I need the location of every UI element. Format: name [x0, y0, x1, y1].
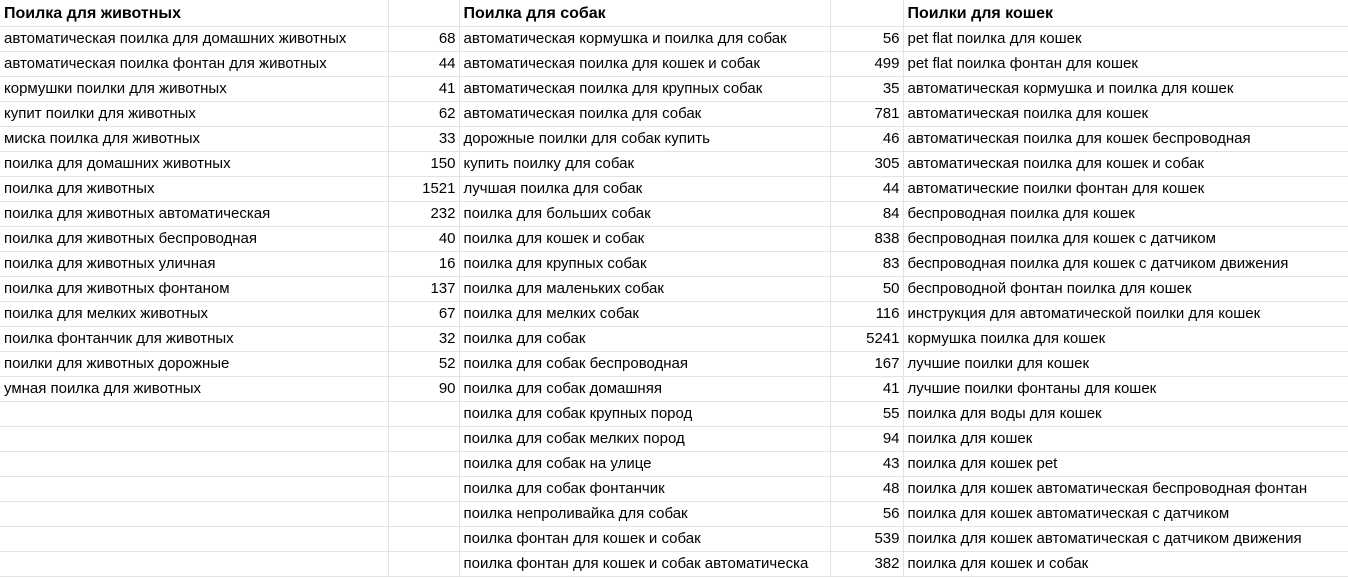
table-row: [0, 451, 1348, 476]
cats-phrase-cell[interactable]: автоматические поилки фонтан для кошек: [903, 176, 1348, 201]
dogs-phrase-cell[interactable]: поилка для собак крупных пород: [459, 401, 830, 426]
dogs-phrase-cell[interactable]: поилка для мелких собак: [459, 301, 830, 326]
dogs-count-cell[interactable]: 5241: [830, 326, 903, 351]
table-row: [0, 76, 1348, 101]
animals-count-cell[interactable]: [388, 476, 459, 501]
header-cell-dogs[interactable]: Поилка для собак: [459, 0, 830, 26]
table-row: [0, 401, 1348, 426]
animals-count-cell[interactable]: 150: [388, 151, 459, 176]
dogs-phrase-cell[interactable]: автоматическая поилка для крупных собак: [459, 76, 830, 101]
dogs-count-cell[interactable]: 83: [830, 251, 903, 276]
table-row: [0, 276, 1348, 301]
dogs-count-cell[interactable]: 838: [830, 226, 903, 251]
table-row: [0, 501, 1348, 526]
cats-phrase-cell[interactable]: автоматическая поилка для кошек и собак: [903, 151, 1348, 176]
animals-count-cell[interactable]: [388, 426, 459, 451]
dogs-count-cell[interactable]: 55: [830, 401, 903, 426]
animals-count-cell[interactable]: 32: [388, 326, 459, 351]
cats-phrase-cell[interactable]: pet flat поилка фонтан для кошек: [903, 51, 1348, 76]
dogs-count-cell[interactable]: 46: [830, 126, 903, 151]
dogs-count-cell[interactable]: 44: [830, 176, 903, 201]
dogs-phrase-cell[interactable]: поилка для маленьких собак: [459, 276, 830, 301]
table-row: [0, 301, 1348, 326]
dogs-phrase-cell[interactable]: лучшая поилка для собак: [459, 176, 830, 201]
dogs-phrase-cell[interactable]: поилка для собак фонтанчик: [459, 476, 830, 501]
animals-count-cell[interactable]: 90: [388, 376, 459, 401]
animals-phrase-cell[interactable]: поилка для домашних животных: [0, 151, 388, 176]
dogs-count-cell[interactable]: 35: [830, 76, 903, 101]
animals-phrase-cell[interactable]: поилки для животных дорожные: [0, 351, 388, 376]
table-row: [0, 351, 1348, 376]
cats-phrase-cell[interactable]: поилка для кошек: [903, 426, 1348, 451]
dogs-phrase-cell[interactable]: поилка для собак беспроводная: [459, 351, 830, 376]
cats-phrase-cell[interactable]: инструкция для автоматической поилки для кошек: [903, 301, 1348, 326]
animals-phrase-cell[interactable]: [0, 426, 388, 451]
dogs-count-cell[interactable]: 499: [830, 51, 903, 76]
animals-phrase-cell[interactable]: миска поилка для животных: [0, 126, 388, 151]
dogs-count-cell[interactable]: 41: [830, 376, 903, 401]
cats-phrase-cell[interactable]: поилка для кошек автоматическая беспроводная фонтан: [903, 476, 1348, 501]
cats-phrase-cell[interactable]: автоматическая кормушка и поилка для кошек: [903, 76, 1348, 101]
animals-count-cell[interactable]: 68: [388, 26, 459, 51]
table-row: [0, 326, 1348, 351]
animals-phrase-cell[interactable]: поилка для мелких животных: [0, 301, 388, 326]
dogs-phrase-cell[interactable]: поилка для больших собак: [459, 201, 830, 226]
animals-count-cell[interactable]: 62: [388, 101, 459, 126]
animals-phrase-cell[interactable]: автоматическая поилка фонтан для животных: [0, 51, 388, 76]
dogs-count-cell[interactable]: 305: [830, 151, 903, 176]
dogs-count-cell[interactable]: 116: [830, 301, 903, 326]
table-row: [0, 376, 1348, 401]
cats-phrase-cell[interactable]: поилка для кошек и собак: [903, 551, 1348, 576]
animals-count-cell[interactable]: 52: [388, 351, 459, 376]
cats-phrase-cell[interactable]: поилка для кошек автоматическая с датчиком движения: [903, 526, 1348, 551]
animals-phrase-cell[interactable]: поилка для животных автоматическая: [0, 201, 388, 226]
animals-count-cell[interactable]: 232: [388, 201, 459, 226]
dogs-phrase-cell[interactable]: поилка для собак: [459, 326, 830, 351]
dogs-phrase-cell[interactable]: поилка для крупных собак: [459, 251, 830, 276]
dogs-count-cell[interactable]: 43: [830, 451, 903, 476]
header-cell-animals-count[interactable]: [388, 0, 459, 26]
dogs-count-cell[interactable]: 539: [830, 526, 903, 551]
table-row: [0, 426, 1348, 451]
table-row: [0, 251, 1348, 276]
animals-count-cell[interactable]: 137: [388, 276, 459, 301]
cats-phrase-cell[interactable]: беспроводная поилка для кошек с датчиком движения: [903, 251, 1348, 276]
animals-phrase-cell[interactable]: [0, 476, 388, 501]
dogs-phrase-cell[interactable]: купить поилку для собак: [459, 151, 830, 176]
animals-count-cell[interactable]: 33: [388, 126, 459, 151]
header-cell-animals[interactable]: Поилка для животных: [0, 0, 388, 26]
table-row: [0, 176, 1348, 201]
dogs-phrase-cell[interactable]: поилка для собак домашняя: [459, 376, 830, 401]
animals-count-cell[interactable]: [388, 501, 459, 526]
animals-phrase-cell[interactable]: поилка для животных фонтаном: [0, 276, 388, 301]
animals-count-cell[interactable]: [388, 551, 459, 576]
table-row: [0, 51, 1348, 76]
animals-count-cell[interactable]: 44: [388, 51, 459, 76]
dogs-phrase-cell[interactable]: дорожные поилки для собак купить: [459, 126, 830, 151]
animals-count-cell[interactable]: 67: [388, 301, 459, 326]
cats-phrase-cell[interactable]: автоматическая поилка для кошек беспроводная: [903, 126, 1348, 151]
animals-count-cell[interactable]: 41: [388, 76, 459, 101]
dogs-phrase-cell[interactable]: поилка для кошек и собак: [459, 226, 830, 251]
dogs-count-cell[interactable]: 84: [830, 201, 903, 226]
table-row: [0, 101, 1348, 126]
animals-phrase-cell[interactable]: [0, 551, 388, 576]
table-row: [0, 476, 1348, 501]
cats-phrase-cell[interactable]: лучшие поилки фонтаны для кошек: [903, 376, 1348, 401]
animals-count-cell[interactable]: [388, 451, 459, 476]
cats-phrase-cell[interactable]: беспроводной фонтан поилка для кошек: [903, 276, 1348, 301]
cats-phrase-cell[interactable]: лучшие поилки для кошек: [903, 351, 1348, 376]
dogs-phrase-cell[interactable]: автоматическая кормушка и поилка для собак: [459, 26, 830, 51]
table-row: [0, 226, 1348, 251]
cats-phrase-cell[interactable]: автоматическая поилка для кошек: [903, 101, 1348, 126]
dogs-phrase-cell[interactable]: поилка фонтан для кошек и собак автоматическа: [459, 551, 830, 576]
cats-phrase-cell[interactable]: поилка для кошек автоматическая с датчиком: [903, 501, 1348, 526]
dogs-count-cell[interactable]: 50: [830, 276, 903, 301]
animals-count-cell[interactable]: 1521: [388, 176, 459, 201]
dogs-count-cell[interactable]: 56: [830, 501, 903, 526]
animals-phrase-cell[interactable]: автоматическая поилка для домашних животных: [0, 26, 388, 51]
cats-phrase-cell[interactable]: кормушка поилка для кошек: [903, 326, 1348, 351]
header-row: [0, 0, 1348, 26]
dogs-phrase-cell[interactable]: автоматическая поилка для кошек и собак: [459, 51, 830, 76]
cats-phrase-cell[interactable]: поилка для кошек pet: [903, 451, 1348, 476]
animals-phrase-cell[interactable]: [0, 451, 388, 476]
dogs-count-cell[interactable]: 781: [830, 101, 903, 126]
animals-count-cell[interactable]: 40: [388, 226, 459, 251]
table-row: [0, 26, 1348, 51]
dogs-count-cell[interactable]: 167: [830, 351, 903, 376]
animals-count-cell[interactable]: [388, 526, 459, 551]
cats-phrase-cell[interactable]: pet flat поилка для кошек: [903, 26, 1348, 51]
dogs-phrase-cell[interactable]: автоматическая поилка для собак: [459, 101, 830, 126]
cats-phrase-cell[interactable]: беспроводная поилка для кошек с датчиком: [903, 226, 1348, 251]
dogs-count-cell[interactable]: 382: [830, 551, 903, 576]
animals-phrase-cell[interactable]: купит поилки для животных: [0, 101, 388, 126]
animals-phrase-cell[interactable]: поилка фонтанчик для животных: [0, 326, 388, 351]
animals-phrase-cell[interactable]: [0, 526, 388, 551]
animals-phrase-cell[interactable]: умная поилка для животных: [0, 376, 388, 401]
dogs-count-cell[interactable]: 48: [830, 476, 903, 501]
table-row: [0, 201, 1348, 226]
animals-phrase-cell[interactable]: поилка для животных уличная: [0, 251, 388, 276]
table-row: [0, 551, 1348, 576]
table-row: [0, 526, 1348, 551]
dogs-phrase-cell[interactable]: поилка для собак мелких пород: [459, 426, 830, 451]
dogs-count-cell[interactable]: 56: [830, 26, 903, 51]
animals-phrase-cell[interactable]: поилка для животных: [0, 176, 388, 201]
animals-phrase-cell[interactable]: поилка для животных беспроводная: [0, 226, 388, 251]
cats-phrase-cell[interactable]: беспроводная поилка для кошек: [903, 201, 1348, 226]
header-cell-dogs-count[interactable]: [830, 0, 903, 26]
animals-phrase-cell[interactable]: кормушки поилки для животных: [0, 76, 388, 101]
dogs-phrase-cell[interactable]: поилка фонтан для кошек и собак: [459, 526, 830, 551]
table-row: [0, 151, 1348, 176]
animals-phrase-cell[interactable]: [0, 401, 388, 426]
header-cell-cats[interactable]: Поилки для кошек: [903, 0, 1348, 26]
animals-count-cell[interactable]: 16: [388, 251, 459, 276]
animals-count-cell[interactable]: [388, 401, 459, 426]
cats-phrase-cell[interactable]: поилка для воды для кошек: [903, 401, 1348, 426]
dogs-phrase-cell[interactable]: поилка для собак на улице: [459, 451, 830, 476]
dogs-count-cell[interactable]: 94: [830, 426, 903, 451]
dogs-phrase-cell[interactable]: поилка непроливайка для собак: [459, 501, 830, 526]
table-row: [0, 126, 1348, 151]
animals-phrase-cell[interactable]: [0, 501, 388, 526]
